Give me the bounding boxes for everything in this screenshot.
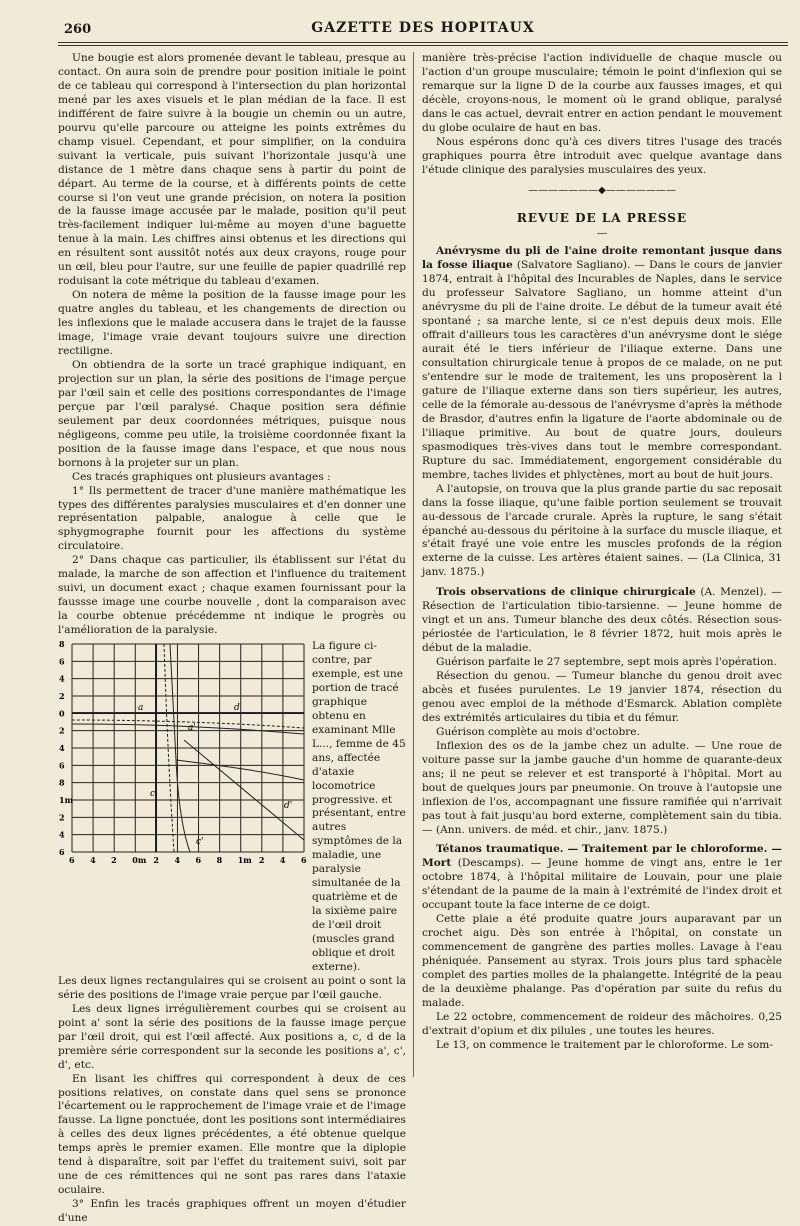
article-text: (Salvatore Sagliano). — Dans le cours de janvier 1874, entrait à l'hôpital des Incurables de Naples, dans le service du professeur Salvatore Sagliano, un homme atteint d'un anévrysme du pli de l'aine droite. Le début de la tumeur avait été spontané ; sa marche lente, si ce n'est depuis deux mois. Elle offrait d'ailleurs tous les caractères d'un anévrysme dont le siége aurait été le tiers inférieur de l'iliaque externe. Dans une consultation chirurgicale tenue à propos de ce malade, on ne put s'entendre sur le mode de traitement, les uns proposèrent la l gature de l'iliaque externe dans son tiers supérieur, les autres, celle de la fémorale au-dessous de l'anévrysme d'après la méthode de Brasdor, d'autres enfin la ligature de l'aorte abdominale ou de l'iliaque primitive. Au bout de quatre jours, douleurs spasmodiques très-vives dans tout le membre correspondant. Rupture du sac. Immédiatement, engorgement considérable du membre, taches livides et phlyctènes, mort au bout de huit jours. [422,259,783,481]
point-label-c: c [150,789,156,800]
point-label-d: d [234,703,240,714]
y-tick-label: 2 [59,725,65,736]
section-title: REVUE DE LA PRESSE [516,210,688,225]
x-tick-label: 4 [279,855,286,866]
paragraph: En lisant les chiffres qui correspondent à deux de ces positions relatives, on constate dans quel sens se prononce l'écartement ou le rapprochement de l'image vraie et de l'image fausse. La ligne ponctuée, dont les positions sont intermédiaires à celles des deux lignes précédentes, a été obtenue quelque temps après le premier examen. Elle montre que la diplopie tend à disparaître, soit par l'effet du traitement suivi, soit par une de ces rémittences qui ne sont pas rares dans l'ataxie oculaire. [58,1072,406,1197]
y-tick-label: 1m [59,795,74,806]
left-column [58,52,406,1226]
paragraph: Une bougie est alors promenée devant le tableau, presque au contact. On aura soin de prendre pour position initiale le point de ce tableau qui correspond à l'intersection du plan horizontal mené par les axes visuels et le plan médian de la face. Il est indifférent de faire suivre à la bougie un chemin ou un autre, pourvu qu'elle parcoure ou atteigne les points extrêmes du champ visuel. Cependant, et pour simplifier, on la conduira suivant la verticale, puis suivant l'horizontale jusqu'à une distance de 1 mètre dans chaque sens à partir du point de départ. Au terme de la course, et à différents points de cette course si l'on veut une grande précision, on notera la position de la fausse image accusée par le malade, position qu'il peut très-facilement indiquer lui-même au moyen d'une baguette tenue à la main. Les chiffres ainsi obtenus et les directions qui en résultent sont aussitôt notés aux deux crayons, rouge pour un œil, bleu pour l'autre, sur une feuille de papier quadrillé rep roduisant la cote métrique du tableau d'examen. [58,52,406,288]
article-text: (Descamps). — Jeune homme de vingt ans, entre le 1er octobre 1874, à l'hôpital militaire de Louvain, pour une plaie s'étendant de la paume de la main à l'extrémité de l'index droit et occupant toute la face interne de ce doigt. [422,857,782,912]
y-tick-label: 4 [59,673,65,684]
paragraph: Les deux lignes rectangulaires qui se croisent au point o sont la série des positions de l'image vraie perçue par l'œil gauche. [58,974,406,1001]
paragraph: Nous espérons donc qu'à ces divers titres l'usage des tracés graphiques pourra être introduit avec quelque avantage dans l'étude clinique des paralysies musculaires des yeux. [422,135,782,176]
figure-caption [306,640,406,975]
x-tick-label: 6 [69,855,75,866]
right-column [422,52,782,1053]
paragraph: Résection du genou. — Tumeur blanche du genou droit avec abcès et fusées purulentes. Le 19 janvier 1874, résection du genou avec emploi de la méthode d'Esmarck. Ablation complète des extrémités articulaires du tibia et du fémur. [422,670,782,724]
y-tick-label: 2 [59,812,65,823]
paragraph: Le 13, on commence le traitement par le chloroforme. Le som- [436,1038,773,1051]
paragraph: Ces tracés graphiques ont plusieurs avantages : [72,470,331,483]
paragraph: Guérison complète au mois d'octobre. [436,725,640,738]
paragraph: On obtiendra de la sorte un tracé graphique indiquant, en projection sur un plan, la série des positions de l'image perçue par l'œil sain et celle des positions correspondantes de l'image perçue par l'œil paralysé. Chaque position sera définie seulement par deux coordonnées métriques, puisque nous négligeons, comme peu utile, la troisième coordonnée fixant la position de la fausse image dans l'espace, et que nous nous bornons à la projeter sur un plan. [58,358,406,469]
y-tick-label: 6 [59,656,65,667]
caption-text: La figure ci-contre, par exemple, est une portion de tracé graphique obtenu en examinant Mlle L..., femme de 45 ans, affectée d'ataxie locomotrice progressive. et présentant, entre autres symptômes de la maladie, une paralysie simultanée de la quatrième et de la sixième paire de l'œil droit (muscles grand oblique et droit externe). [312,640,406,973]
article-heading: Trois observations de clinique chirurgicale [436,586,696,599]
x-tick-label: 6 [301,855,307,866]
paragraph: 3° Enfin les tracés graphiques offrent un moyen d'étudier d'une [58,1198,406,1225]
x-tick-label: 2 [153,855,159,866]
article-heading: Tétanos traumatique. — Traitement par le chloroforme. — Mort [422,843,782,870]
diplopia-graph [58,640,306,868]
point-label-d-prime: d' [284,801,293,812]
y-tick-label: 6 [59,847,65,858]
x-tick-label: 6 [195,855,202,866]
paragraph: Le 22 octobre, commencement de roideur des mâchoires. 0,25 d'extrait d'opium et dix pilules , une toutes les heures. [422,1010,782,1037]
diagonal-line [184,740,304,840]
paragraph: Cette plaie a été produite quatre jours auparavant par un crochet aigu. Dès son entrée à l'hôpital, on constate un commencement de gangrène des parties molles. Lavage à l'eau phéniquée. Pansement au styrax. Trois jours plus tard sphacèle complet des parties molles de la phalangette. Intégrité de la peau de la deuxième phalange. Pas d'opération par suite du refus du malade. [422,913,782,1009]
page-header [58,18,788,40]
figure-block [58,640,406,975]
article-paragraph [422,245,782,482]
y-tick-label: 0 [59,708,65,719]
y-axis-labels [59,639,74,857]
paragraph: manière très-précise l'action individuelle de chaque muscle ou l'action d'un groupe musculaire; témoin le point d'inflexion qui se remarque sur la ligne D de la courbe aux fausses images, et qui décèle, croyons-nous, le moment où le grand oblique, paralysé dans le cas actuel, devrait entrer en action pendant le mouvement du globe oculaire de haut en bas. [422,52,782,134]
y-tick-label: 2 [59,691,65,702]
x-tick-label: 8 [216,855,223,866]
article-paragraph [422,843,782,913]
header-rule-top [58,42,788,43]
y-tick-label: 8 [59,777,65,788]
point-label-a-prime: a' [188,723,196,734]
y-tick-label: 8 [59,639,65,650]
header-rule-bottom [58,45,788,46]
ornament-divider: ———————◆——————— [528,184,676,196]
running-title: GAZETTE DES HOPITAUX [311,20,535,36]
column-divider [413,52,414,1077]
y-tick-label: 4 [59,829,65,840]
x-tick-label: 1m [237,855,252,866]
y-tick-label: 4 [59,743,65,754]
paragraph: Guérison parfaite le 27 septembre, sept mois après l'opération. [436,656,777,669]
paragraph: 2° Dans chaque cas particulier, ils établissent sur l'état du malade, la marche de son affection et l'influence du traitement suivi, un document exact ; chaque examen fournissant pour la faussse image une courbe nouvelle , dont la comparaison avec la courbe obtenue précédemme nt indique le progrès ou l'amélioration de la paralysie. [58,554,406,637]
paragraph: Inflexion des os de la jambe chez un adulte. — Une roue de voiture passe sur la jambe gauche d'un homme de quarante-deux ans; il ne peut se relever et est transporté à l'hôpital. Mort au bout de quelques jours par pneumonie. On trouve à l'autopsie une inflexion de l'os, accompagnant une fissure ramifiée qui n'arrivait pas tout à fait jusqu'au bord externe, complètement sain du tibia.— (Ann. univers. de méd. et chir., janv. 1875.) [422,739,782,836]
x-tick-label: 4 [90,855,96,866]
x-tick-label: 4 [174,855,181,866]
paragraph: 1° Ils permettent de tracer d'une manière mathématique les types des différentes paralysies musculaires et d'en donner une représentation palpable, analogue à celle que le sphygmographe fournit pour les affections du système circulatoire. [58,484,406,553]
article-text: (A. Menzel). — Résection de l'articulation tibio-tarsienne. — Jeune homme de vingt et un ans. Tumeur blanche des deux côtés. Résection sous-périostée de l'articulation, le 8 février 1872, huit mois après le début de la maladie. [422,586,782,655]
false-image-branch [176,760,304,780]
x-tick-label: 2 [111,855,117,866]
short-rule: — [596,227,608,240]
article-paragraph [422,586,782,656]
paragraph: Les deux lignes irrégulièrement courbes qui se croisent au point a' sont la série des positions de la fausse image perçue par l'œil droit, qui est l'œil affecté. Aux positions a, c, d de la première série correspondent sur la seconde les positions a', c', d', etc. [58,1002,406,1071]
y-tick-label: 6 [59,760,65,771]
point-label-c-prime: c' [196,837,204,848]
x-tick-label: 0m [132,855,147,866]
paragraph: A l'autopsie, on trouva que la plus grande partie du sac reposait dans la fosse iliaque, qu'une faible portion seulement se trouvait au-dessous de l'arcade crurale. Après la rupture, le sang s'était épanché au-dessous du péritoine à la surface du muscle iliaque, et s'était frayé une voie entre les muscles profonds de la région externe de la cuisse. Les artères étaient saines. — (La Clinica, 31 janv. 1875.) [422,482,782,579]
point-label-a: a [138,703,144,714]
page-number: 260 [64,22,92,37]
grid [72,644,304,852]
paragraph: On notera de même la position de la fausse image pour les quatre angles du tableau, et les changements de direction ou les inflexions que le malade accusera dans le trajet de la fausse image, l'image vraie devant toujours suivre une direction rectiligne. [58,289,406,358]
x-tick-label: 2 [258,855,265,866]
article-heading: Anévrysme du pli de l'aine droite remontant jusque dans la fosse iliaque [422,245,782,272]
x-axis-labels [69,855,307,865]
